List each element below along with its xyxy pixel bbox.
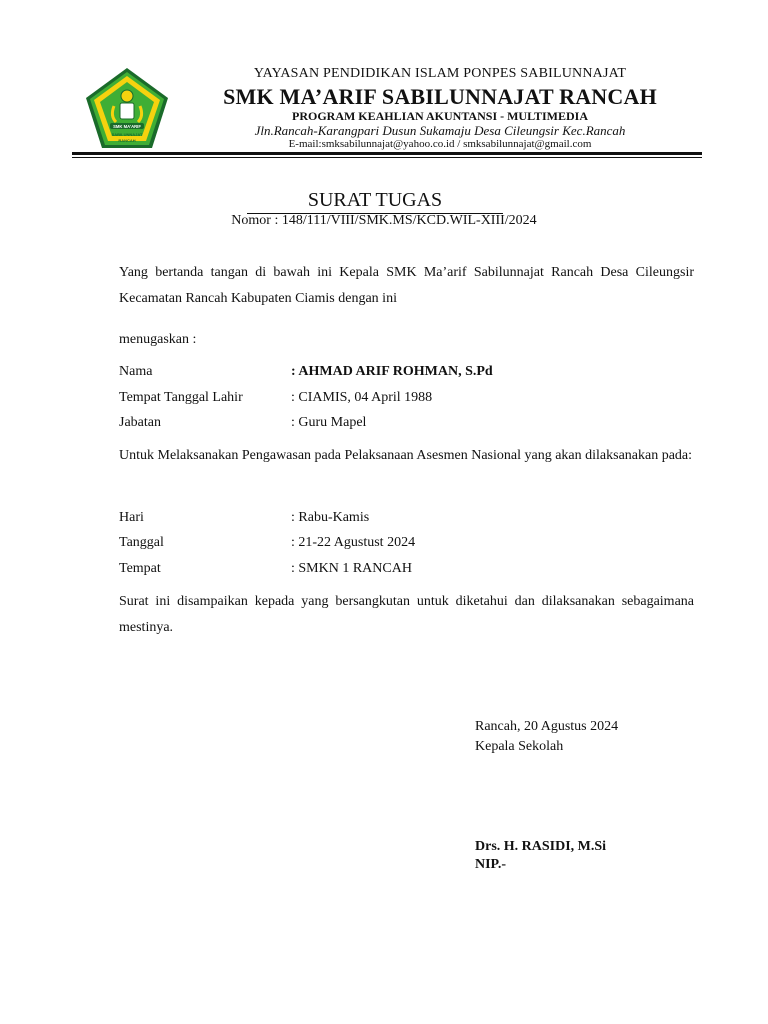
letter-title-block	[247, 189, 503, 214]
field-value: : CIAMIS, 04 April 1988	[291, 390, 433, 405]
signature-position: Kepala Sekolah	[475, 739, 564, 754]
field-value: : Guru Mapel	[291, 415, 367, 430]
field-value: : 21-22 Agustust 2024	[291, 535, 416, 550]
field-label: Nama	[119, 364, 153, 379]
letterhead-divider-thin	[72, 157, 702, 158]
school-logo	[84, 66, 170, 152]
closing-paragraph: Surat ini disampaikan kepada yang bersangkutan untuk diketahui dan dilaksanakan sebagaimana mestinya.	[119, 594, 694, 635]
purpose-paragraph: Untuk Melaksanakan Pengawasan pada Pelaksanaan Asesmen Nasional yang akan dilaksanakan pada:	[119, 448, 693, 463]
field-label: Tempat	[119, 561, 161, 576]
letter-title: SURAT TUGAS	[307, 189, 443, 211]
signature-place-date: Rancah, 20 Agustus 2024	[475, 719, 619, 734]
school-name: SMK MA’ARIF SABILUNNAJAT RANCAH	[223, 84, 657, 109]
letter-number: Nomor : 148/111/VIII/SMK.MS/KCD.WIL-XIII/2024	[231, 213, 537, 228]
field-label: Jabatan	[119, 415, 161, 430]
signatory-nip: NIP.-	[475, 857, 506, 872]
field-value: : SMKN 1 RANCAH	[291, 561, 412, 576]
signatory-name: Drs. H. RASIDI, M.Si	[475, 839, 607, 854]
field-value: : AHMAD ARIF ROHMAN, S.Pd	[291, 364, 493, 379]
svg-text:SMK MA'ARIF: SMK MA'ARIF	[113, 124, 141, 129]
svg-text:SABILUNNAJAT: SABILUNNAJAT	[111, 132, 143, 137]
field-label: Hari	[119, 510, 144, 525]
opening-paragraph: Yang bertanda tangan di bawah ini Kepala SMK Ma’arif Sabilunnajat Rancah Desa Cileungsir Kecamatan Rancah Kabupaten Ciamis dengan ini	[119, 265, 694, 306]
school-emblem-icon	[84, 66, 170, 152]
school-address: Jln.Rancah-Karangpari Dusun Sukamaju Desa Cileungsir Kec.Rancah	[254, 123, 626, 138]
field-label: Tanggal	[119, 535, 164, 550]
field-value: : Rabu-Kamis	[291, 510, 370, 525]
letterhead-divider-thick	[72, 152, 702, 155]
assignment-intro: menugaskan :	[119, 332, 197, 347]
foundation-name: YAYASAN PENDIDIKAN ISLAM PONPES SABILUNNAJAT	[253, 66, 627, 81]
school-email: E-mail:smksabilunnajat@yahoo.co.id / smksabilunnajat@gmail.com	[288, 138, 592, 150]
svg-text:RANCAH: RANCAH	[118, 138, 136, 143]
program-line: PROGRAM KEAHLIAN AKUNTANSI - MULTIMEDIA	[291, 109, 589, 123]
field-label: Tempat Tanggal Lahir	[119, 390, 243, 405]
